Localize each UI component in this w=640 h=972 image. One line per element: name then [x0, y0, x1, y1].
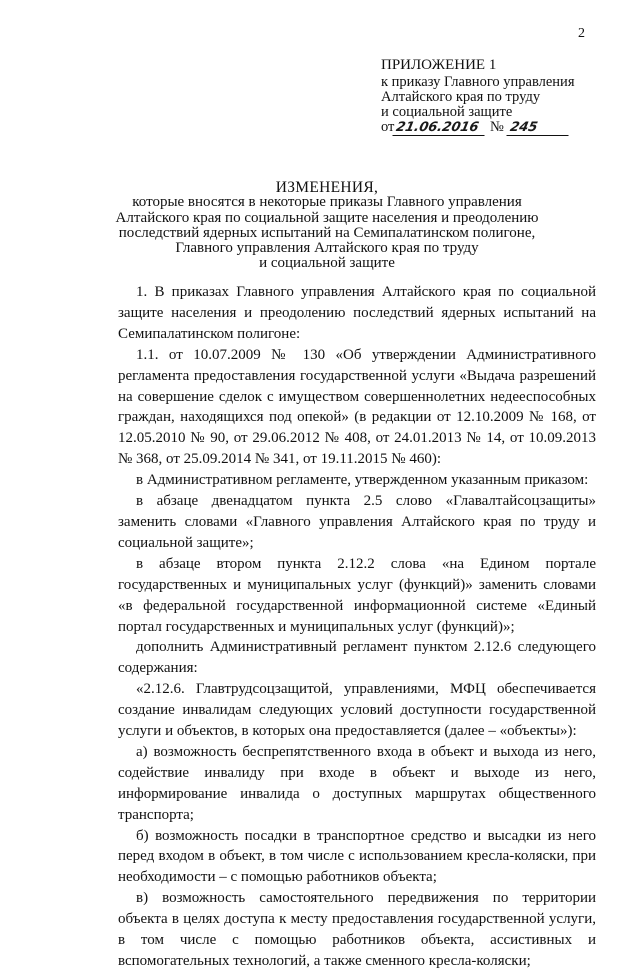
appendix-date-line [381, 120, 621, 136]
handwritten-number: 245 [506, 121, 571, 136]
date-prefix: от [381, 119, 395, 135]
paragraph: в) возможность самостоятельного передвижения по территории объекта в целях доступа к месту предоставления государственной услуги, в том числе с помощью работников объекта, ассистивных и вспомогательных технологий, а также сменного кресла-коляски; [118, 890, 596, 969]
paragraph: 1.1. от 10.07.2009 № 130 «Об утверждении Административного регламента предоставления государственной услуги «Выдача разрешений на совершение сделок с имуществом совершеннолетних недееспособных граждан, находящихся под опекой» (в редакции от 12.10.2009 № 168, от 12.05.2010 № 90, от 29.06.2012 № 408, от 24.01.2013 № 14, от 10.09.2013 № 368, от 25.09.2014 № 341, от 19.11.2015 № 460): [118, 346, 596, 468]
appendix-heading: ПРИЛОЖЕНИЕ 1 [381, 57, 497, 73]
paragraph: дополнить Административный регламент пунктом 2.12.6 следующего содержания: [118, 639, 596, 677]
paragraph: в абзаце двенадцатом пункта 2.5 слово «Главалтайсоцзащиты» заменить словами «Главного управления Алтайского края по труду и социальной защите»; [118, 493, 596, 551]
paragraph: в абзаце втором пункта 2.12.2 слова «на Едином портале государственных и муниципальных услуг (функций)» заменить словами «в федеральной государственной информационной системе «Единый портал государственных и муниципальных услуг (функций)»; [118, 555, 596, 635]
page-number: 2 [578, 26, 585, 41]
title-line: и социальной защите [259, 255, 395, 272]
number-sign: № [490, 119, 504, 135]
appendix-block [381, 58, 621, 136]
paragraph: «2.12.6. Главтрудсоцзащитой, управлениями, МФЦ обеспечивается создание инвалидам следующих условий доступности государственной услуги и объектов, в которых она предоставляется (далее – «объекты»): [118, 681, 596, 740]
handwritten-date: 21.06.2016 [393, 121, 488, 136]
appendix-line: и социальной защите [381, 104, 513, 120]
paragraph: 1. В приказах Главного управления Алтайского края по социальной защите населения и преодолению последствий ядерных испытаний на Семипалатинском полигоне: [118, 284, 596, 342]
title-line: Главного управления Алтайского края по труду [175, 240, 479, 257]
document-body [118, 282, 596, 972]
document-title-block [82, 180, 572, 272]
paragraph: а) возможность беспрепятственного входа в объект и выхода из него, содействие инвалиду при входе в объект и выходе из него, информирование инвалида о доступных маршрутах общественного транспорта; [118, 743, 596, 823]
appendix-line: Алтайского края по труду [381, 89, 541, 105]
title-line: которые вносятся в некоторые приказы Главного управления [132, 194, 522, 211]
paragraph: б) возможность посадки в транспортное средство и высадки из него перед входом в объект, в том числе с использованием кресла-коляски, при необходимости – с помощью работников объекта; [118, 827, 596, 886]
appendix-line: к приказу Главного управления [381, 74, 575, 90]
title-line: Алтайского края по социальной защите населения и преодолению [115, 209, 539, 226]
document-title: ИЗМЕНЕНИЯ, [275, 179, 379, 196]
title-line: последствий ядерных испытаний на Семипалатинском полигоне, [118, 224, 536, 241]
paragraph: в Административном регламенте, утвержденном указанным приказом: [136, 472, 589, 489]
